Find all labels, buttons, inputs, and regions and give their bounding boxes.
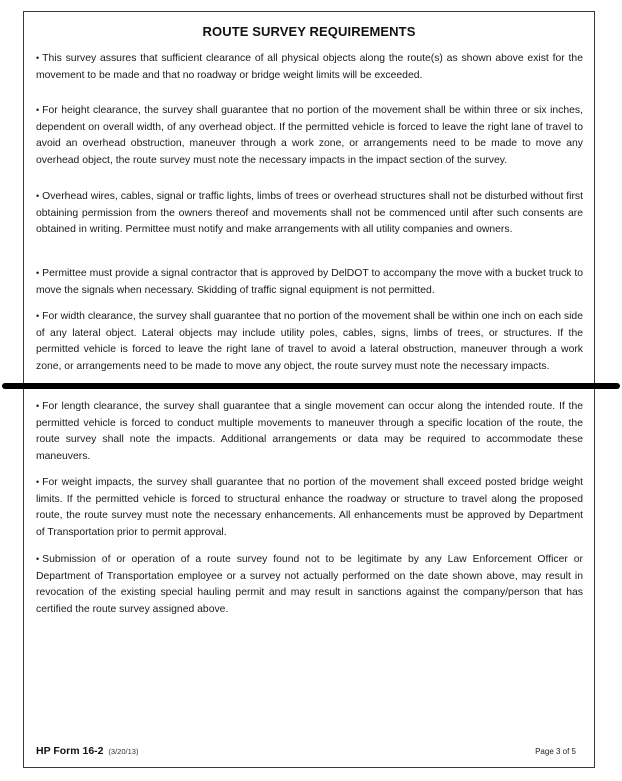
- paragraph-submission-legitimacy: [36, 551, 583, 618]
- paragraph-weight-impacts: [36, 474, 583, 541]
- page-title: ROUTE SURVEY REQUIREMENTS: [202, 24, 416, 39]
- paragraph-text: For height clearance, the survey shall guarantee that no portion of the movement shall be within three or six inches, dependent on overall width, of any overhead object. If the permitted vehicle is forced to leave the right lane of travel to avoid an overhead obstruction, maneuver through a work zone, or arrangements need to be made to move any overhead object, the route survey must note the necessary impacts in the impact section of the survey.: [36, 105, 583, 166]
- paragraph-text: For length clearance, the survey shall guarantee that a single movement can occur along the intended route. If the permitted vehicle is forced to conduct multiple movements to maneuver through a specific location of the route, the route survey shall note the impacts. Additional arrangements or data may be required to accommodate these maneuvers.: [36, 401, 583, 462]
- paragraph-signal-contractor: [36, 265, 583, 299]
- bullet-icon: •: [36, 477, 40, 487]
- paragraph-survey-assurance: [36, 50, 583, 84]
- paragraph-length-clearance: [36, 398, 583, 465]
- paragraph-height-clearance: [36, 102, 583, 169]
- paragraph-text: For width clearance, the survey shall guarantee that no portion of the movement shall be within one inch on each side of any lateral object. Lateral objects may include utility poles, cables, signs, limbs of trees, or structures. If the permitted vehicle is forced to leave the right lane of travel to avoid a lateral obstruction, maneuver through a work zone, or arrangements need to be made to move any object, the route survey must note the necessary impacts.: [36, 311, 583, 372]
- bullet-icon: •: [36, 268, 40, 278]
- bullet-icon: •: [36, 191, 40, 201]
- bullet-icon: •: [36, 401, 40, 411]
- paragraph-overhead-wires: [36, 188, 583, 239]
- horizontal-divider-line: [2, 383, 620, 389]
- paragraph-text: Overhead wires, cables, signal or traffic lights, limbs of trees or overhead structures shall not be disturbed without first obtaining permission from the owners thereof and movements shall not be commenced until after such consents are obtained in writing. Permittee must notify and make arrangements with all utility companies and owners.: [36, 191, 583, 236]
- form-date: (3/20/13): [108, 747, 139, 756]
- bullet-icon: •: [36, 554, 40, 564]
- form-id: HP Form 16-2: [36, 745, 104, 757]
- document-page: [23, 11, 595, 768]
- bullet-icon: •: [36, 105, 40, 115]
- paragraph-text: For weight impacts, the survey shall guarantee that no portion of the movement shall exceed posted bridge weight limits. If the permitted vehicle is forced to structural enhance the roadway or structure to travel along the proposed route, the route survey must note the necessary enhancements. All enhancements must be approved by Department of Transportation prior to permit approval.: [36, 477, 583, 538]
- bullet-icon: •: [36, 53, 40, 63]
- bullet-icon: •: [36, 311, 40, 321]
- paragraph-text: Permittee must provide a signal contractor that is approved by DelDOT to accompany the move with a bucket truck to move the signals when necessary. Skidding of traffic signal equipment is not permitted.: [36, 268, 583, 296]
- paragraph-text: This survey assures that sufficient clearance of all physical objects along the route(s) as shown above exist for the movement to be made and that no roadway or bridge weight limits will be exceeded.: [36, 53, 583, 81]
- paragraph-width-clearance: [36, 308, 583, 375]
- paragraph-text: Submission of or operation of a route survey found not to be legitimate by any Law Enforcement Officer or Department of Transportation employee or a survey not actually performed on the date shown above, may result in revocation of the existing special hauling permit and may result in sanctions against the company/person that has certified the route survey assigned above.: [36, 554, 583, 615]
- form-identifier: [36, 745, 138, 757]
- page-number: Page 3 of 5: [535, 747, 576, 756]
